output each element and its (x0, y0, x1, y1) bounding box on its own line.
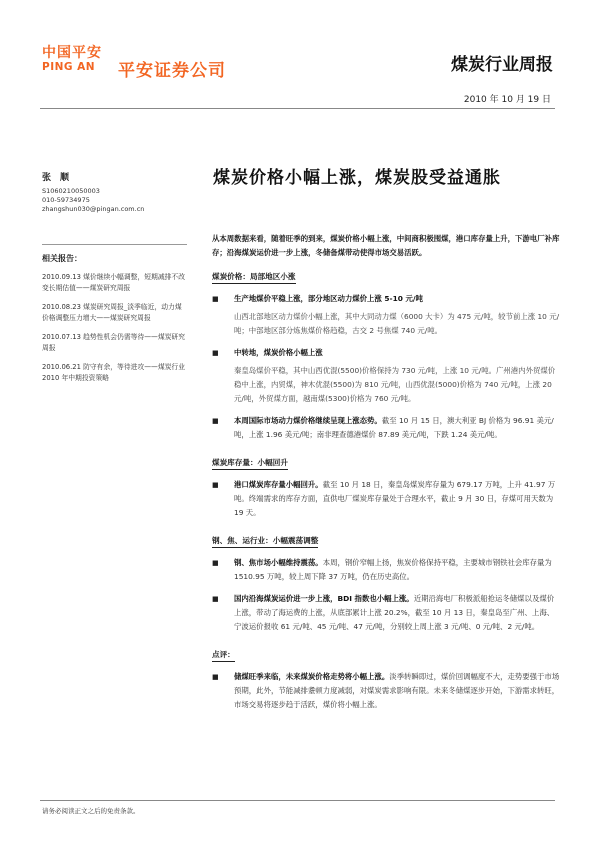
section-title-price: 煤炭价格：局部地区小涨 (212, 271, 296, 284)
bullet-item (212, 346, 560, 360)
bullet-item (212, 592, 560, 634)
related-report-item[interactable]: 2010.06.21 防守有余，等待进攻——煤炭行业 2010 年中期投资策略 (42, 363, 186, 382)
author-name: 张 顺 (42, 173, 70, 183)
footer-divider (40, 800, 555, 801)
bullet-item (212, 670, 560, 712)
company-name: 平安证券公司 (118, 61, 226, 81)
header-divider (40, 108, 555, 109)
bullet-item (212, 556, 560, 584)
report-date: 2010 年 10 月 19 日 (463, 95, 551, 105)
left-sidebar (42, 170, 187, 392)
intro-summary: 从本周数据来看，随着旺季的到来，煤炭价格小幅上涨，中间商积极囤煤，港口库存量上升，下游电厂补库存；沿海煤炭运价进一步上涨，冬储备煤带动使得市场交易活跃。 (212, 234, 560, 257)
bullet-item (212, 414, 560, 442)
bullet-heading: 生产地煤价平稳上涨，部分地区动力煤价上涨 5-10 元/吨 (234, 294, 423, 303)
bullet-body: 山西北部地区动力煤价小幅上涨，其中大同动力煤（6000 大卡）为 475 元/吨，较节前上涨 10 元/吨；中部地区部分炼焦煤价格趋稳，古交 2 号焦煤 740 元/吨。 (234, 312, 560, 335)
logo-english: PING AN (42, 61, 96, 73)
bullet-heading: 储煤旺季来临，未来煤炭价格走势将小幅上涨。 (234, 672, 390, 681)
report-title: 煤炭价格小幅上涨，煤炭股受益通胀 (213, 168, 501, 188)
related-report-item[interactable]: 2010.08.23 煤炭研究周报_淡季临近，动力煤价格调整压力增大——煤炭研究周报 (42, 303, 182, 322)
author-email[interactable]: zhangshun030@pingan.com.cn (42, 205, 145, 213)
section-title-inventory: 煤炭库存量：小幅回升 (212, 457, 288, 470)
disclaimer-note: 请务必阅读正文之后的免责条款。 (42, 807, 140, 815)
author-id: S1060210050003 (42, 187, 100, 195)
bullet-text: 淡季转瞬即过，煤价回调幅度不大，走势要强于市场预期，此外，节能减排耋顿力度减弱，对煤炭需求影响有限。未来冬储煤逐步开始，下游需求转旺，市场交易将逐步趋于活跃，煤价将小幅上涨。 (234, 672, 560, 709)
main-content (212, 232, 560, 720)
bullet-item (212, 478, 560, 520)
bullet-heading: 港口煤炭库存量小幅回升。 (234, 480, 323, 489)
logo-chinese: 中国平安 (42, 45, 102, 61)
sidebar-divider (42, 244, 187, 245)
report-type: 煤炭行业周报 (451, 55, 553, 75)
bullet-text: 截至 10 月 18 日，秦皇岛煤炭库存量为 679.17 万吨，上升 41.97 万吨。终端需求的库存方面，直供电厂煤炭库存量处于合理水平，截止 9 月 30 日，存煤可用天数为 19 天。 (234, 480, 556, 517)
bullet-text: 本周，钢价窄幅上扬，焦炭价格保持平稳，主要城市钢铁社会库存量为 1510.95 万吨，较上周下降 37 万吨，仍在历史高位。 (234, 558, 552, 581)
bullet-heading: 国内沿海煤炭运价进一步上涨，BDI 指数也小幅上涨。 (234, 594, 414, 603)
related-report-item[interactable]: 2010.07.13 趋势性机会仍需等待——煤炭研究周报 (42, 333, 186, 352)
bullet-text: 近期沿海电厂积极派船抢运冬储煤以及煤价上涨，带动了海运费的上涨，从底部累计上涨 20.2%，截至 10 月 13 日，秦皇岛至广州、上海、宁波运价报收 61 元/吨、45 元/吨、47 元/吨，分别较上周上涨 3 元/吨、0 元/吨、2 元/吨。 (234, 594, 555, 631)
author-phone: 010-59734975 (42, 196, 90, 204)
bullet-heading: 中转地，煤炭价格小幅上涨 (234, 348, 323, 357)
related-reports-title: 相关报告： (42, 254, 82, 263)
bullet-body: 秦皇岛煤价平稳，其中山西优混(5500)价格保持为 730 元/吨，上涨 10 元/吨。广州港内外贸煤价稳中上涨，内贸煤，神木优混(5500)为 810 元/吨，山西优混(5000)价格为 740 元/吨，上涨 20 元/吨，外贸煤方面，越南煤(5300)价格为 760 元/吨。 (234, 366, 556, 403)
section-title-steel: 钢、焦、运行业：小幅震荡调整 (212, 535, 318, 548)
bullet-heading: 本周国际市场动力煤价格继续呈现上涨态势。 (234, 416, 382, 425)
related-report-item[interactable]: 2010.09.13 煤价继续小幅调整，短期减排不改变长期估值——煤炭研究周报 (42, 273, 186, 292)
bullet-text: 截至 10 月 15 日，澳大利亚 BJ 价格为 96.91 美元/吨，上涨 1.96 美元/吨；南非理查德港煤价 87.89 美元/吨，下跌 1.24 美元/吨。 (234, 416, 554, 439)
bullet-item (212, 292, 560, 306)
bullet-heading: 钢、焦市场小幅维持震荡。 (234, 558, 323, 567)
pingan-logo (42, 46, 102, 73)
section-title-comment: 点评： (212, 649, 235, 662)
